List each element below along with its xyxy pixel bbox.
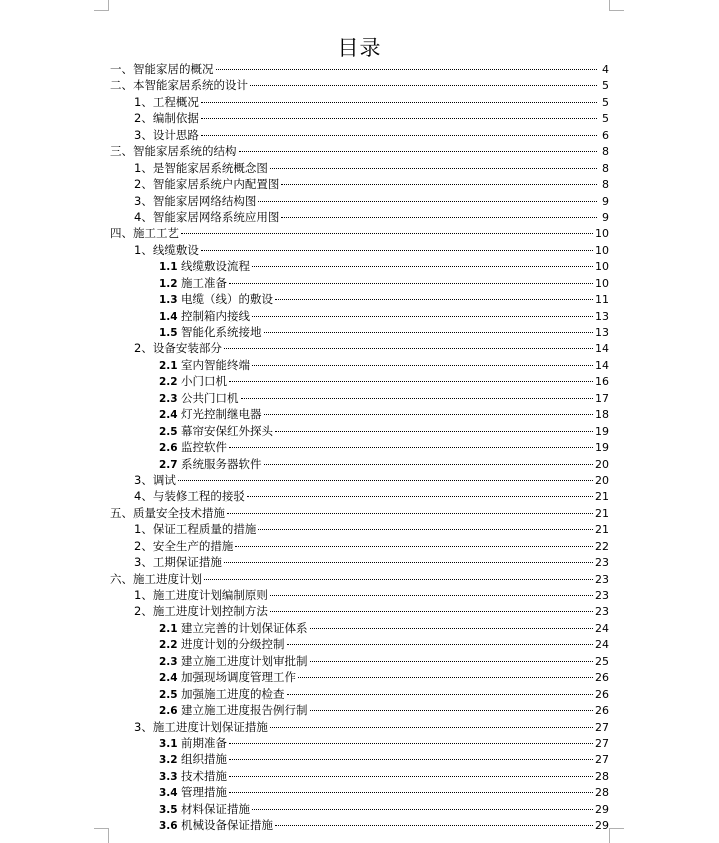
toc-entry-title: 编制依据: [152, 111, 199, 126]
dot-leader: [275, 431, 593, 432]
toc-entry[interactable]: [110, 390, 609, 406]
toc-entry[interactable]: [110, 653, 609, 669]
toc-entry-title: 组织措施: [181, 752, 227, 767]
toc-entry-title: 系统服务器软件: [181, 456, 262, 471]
toc-entry-page-number: 20: [595, 473, 609, 487]
dot-leader: [281, 217, 597, 218]
toc-entry-page-number: 18: [595, 408, 609, 422]
toc-entry[interactable]: [110, 291, 609, 307]
toc-entry-number: 1、: [134, 160, 153, 175]
toc-entry-page-number: 26: [595, 687, 609, 701]
toc-entry-number: 一、: [110, 62, 133, 76]
table-of-contents: [110, 61, 609, 834]
toc-entry[interactable]: [110, 636, 609, 652]
toc-entry-page-number: 5: [602, 79, 609, 93]
toc-entry-page-number: 21: [595, 490, 609, 504]
toc-entry-number: 2.3: [159, 392, 178, 405]
toc-entry[interactable]: [110, 77, 609, 93]
toc-entry-title: 建立施工进度计划审批制: [181, 653, 308, 668]
toc-entry[interactable]: [110, 488, 609, 504]
toc-entry-page-number: 23: [595, 605, 609, 619]
toc-entry-page-number: 29: [595, 819, 609, 833]
toc-entry-number: 2.6: [159, 705, 178, 718]
toc-entry[interactable]: [110, 406, 609, 422]
dot-leader: [229, 776, 593, 777]
toc-entry-page-number: 23: [595, 589, 609, 602]
toc-entry-title: 室内智能终端: [181, 357, 250, 372]
toc-entry-number: 四、: [110, 226, 133, 241]
toc-entry-page-number: 6: [602, 128, 609, 142]
page-corner-mark: [609, 0, 624, 11]
dot-leader: [235, 546, 593, 547]
toc-entry-title: 智能家居系统的结构: [133, 144, 237, 159]
toc-entry[interactable]: [110, 324, 609, 340]
toc-entry-title: 线缆敷设: [152, 242, 199, 257]
toc-entry[interactable]: [110, 603, 609, 619]
dot-leader: [229, 759, 593, 760]
toc-entry-number: 3.6: [159, 820, 178, 833]
toc-entry-title: 施工进度计划控制方法: [152, 604, 268, 619]
toc-entry-title: 施工进度计划: [133, 571, 202, 586]
toc-entry-title: 施工进度计划编制原则: [152, 588, 268, 602]
dot-leader: [270, 168, 597, 169]
toc-entry-title: 管理措施: [181, 785, 227, 800]
toc-entry[interactable]: [110, 439, 609, 455]
toc-entry[interactable]: [110, 521, 609, 537]
toc-entry-number: 1.1: [159, 261, 178, 274]
toc-entry-number: 三、: [110, 144, 133, 159]
toc-entry-page-number: 14: [595, 342, 609, 356]
toc-entry[interactable]: [110, 340, 609, 356]
toc-entry-title: 加强施工进度的检查: [181, 686, 285, 701]
toc-entry-page-number: 27: [595, 753, 609, 767]
toc-entry[interactable]: [110, 735, 609, 751]
dot-leader: [224, 562, 593, 563]
toc-entry-title: 监控软件: [181, 440, 227, 455]
toc-entry[interactable]: [110, 242, 609, 258]
toc-entry-number: 六、: [110, 571, 133, 586]
toc-entry-page-number: 8: [602, 145, 609, 159]
toc-entry-title: 灯光控制继电器: [181, 407, 262, 422]
toc-entry-number: 2.1: [159, 622, 178, 635]
page-title: 目录: [337, 36, 382, 60]
toc-entry-title: 安全生产的措施: [152, 538, 234, 553]
dot-leader: [287, 644, 594, 645]
dot-leader: [178, 480, 593, 481]
dot-leader: [281, 184, 597, 185]
toc-entry-title: 建立施工进度报告例行制: [181, 703, 308, 718]
toc-entry[interactable]: [110, 554, 609, 570]
toc-entry-title: 本智能家居系统的设计: [133, 78, 248, 93]
dot-leader: [201, 118, 597, 119]
dot-leader: [229, 381, 593, 382]
dot-leader: [224, 348, 593, 349]
toc-entry-number: 2.1: [159, 359, 178, 372]
toc-entry-number: 2.5: [159, 688, 178, 701]
page-corner-mark: [94, 828, 109, 843]
toc-entry[interactable]: [110, 373, 609, 389]
dot-leader: [252, 266, 593, 267]
toc-entry-number: 4、: [134, 209, 153, 224]
toc-entry-title: 小门口机: [181, 374, 227, 389]
dot-leader: [264, 464, 594, 465]
toc-entry-title: 工程概况: [152, 94, 199, 109]
dot-leader: [229, 447, 593, 448]
toc-entry-page-number: 17: [595, 391, 609, 405]
toc-entry-number: 2.4: [159, 672, 178, 685]
toc-entry-title: 智能家居的概况: [133, 62, 214, 76]
toc-entry[interactable]: [110, 801, 609, 817]
dot-leader: [247, 496, 593, 497]
toc-entry-page-number: 19: [595, 424, 609, 438]
toc-entry-number: 2.6: [159, 442, 178, 455]
toc-entry-page-number: 8: [602, 161, 609, 175]
toc-entry-number: 1、: [134, 94, 153, 109]
toc-entry-title: 建立完善的计划保证体系: [181, 620, 308, 635]
toc-entry-title: 施工工艺: [133, 226, 179, 241]
toc-entry-page-number: 21: [595, 506, 609, 520]
dot-leader: [310, 628, 594, 629]
toc-entry-title: 幕帘安保红外探头: [181, 423, 273, 438]
toc-entry-page-number: 14: [595, 358, 609, 372]
toc-entry-title: 智能家居网络结构图: [152, 193, 257, 208]
toc-entry[interactable]: [110, 751, 609, 767]
toc-entry[interactable]: [110, 768, 609, 784]
toc-entry[interactable]: [110, 308, 609, 324]
toc-entry-number: 2、: [134, 341, 153, 356]
toc-entry-number: 3、: [134, 127, 153, 142]
toc-entry[interactable]: [110, 275, 609, 291]
dot-leader: [264, 414, 594, 415]
toc-entry-title: 设计思路: [152, 127, 199, 142]
dot-leader: [252, 809, 593, 810]
toc-entry-page-number: 8: [602, 178, 609, 192]
toc-entry-number: 1.3: [159, 294, 178, 307]
toc-entry[interactable]: [110, 258, 609, 274]
dot-leader: [258, 201, 597, 202]
toc-entry-title: 加强现场调度管理工作: [181, 670, 296, 685]
toc-entry-page-number: 28: [595, 786, 609, 800]
toc-entry-number: 3.3: [159, 770, 178, 783]
toc-entry-number: 3.2: [159, 754, 178, 767]
toc-entry-title: 材料保证措施: [181, 801, 250, 816]
toc-entry[interactable]: [110, 127, 609, 143]
toc-entry-page-number: 5: [602, 95, 609, 109]
toc-entry-page-number: 23: [595, 556, 609, 570]
dot-leader: [264, 332, 594, 333]
toc-entry[interactable]: [110, 176, 609, 192]
toc-entry-number: 2.4: [159, 409, 178, 422]
toc-entry[interactable]: [110, 620, 609, 636]
toc-entry[interactable]: [110, 669, 609, 685]
toc-entry-number: 3.1: [159, 737, 178, 750]
toc-entry-number: 1.4: [159, 310, 178, 323]
dot-leader: [201, 135, 597, 136]
toc-entry-title: 技术措施: [181, 768, 227, 783]
toc-entry-number: 2.7: [159, 458, 178, 471]
toc-entry-number: 2.2: [159, 376, 178, 389]
toc-entry-number: 3、: [134, 555, 153, 570]
toc-entry-number: 3.4: [159, 787, 178, 800]
toc-entry[interactable]: [110, 143, 609, 159]
toc-entry[interactable]: [110, 61, 609, 77]
toc-entry-number: 2.5: [159, 425, 178, 438]
dot-leader: [270, 595, 593, 596]
toc-entry-page-number: 29: [595, 802, 609, 816]
dot-leader: [239, 151, 598, 152]
toc-entry-number: 二、: [110, 78, 133, 93]
toc-entry-title: 施工进度计划保证措施: [152, 719, 268, 734]
dot-leader: [298, 677, 593, 678]
toc-entry-page-number: 27: [595, 736, 609, 750]
toc-entry-page-number: 24: [595, 621, 609, 635]
dot-leader: [229, 283, 593, 284]
toc-entry[interactable]: [110, 719, 609, 735]
toc-entry[interactable]: [110, 160, 609, 176]
toc-entry[interactable]: [110, 193, 609, 209]
toc-entry-title: 电缆（线）的敷设: [181, 292, 273, 307]
toc-entry-page-number: 13: [595, 326, 609, 339]
dot-leader: [270, 727, 593, 728]
dot-leader: [201, 102, 597, 103]
toc-entry-page-number: 4: [602, 63, 609, 76]
toc-entry[interactable]: [110, 209, 609, 225]
toc-entry-title: 控制箱内接线: [181, 308, 250, 323]
page-corner-mark: [94, 0, 109, 11]
toc-entry-page-number: 10: [595, 243, 609, 257]
toc-entry[interactable]: [110, 686, 609, 702]
toc-entry-title: 工期保证措施: [152, 555, 222, 570]
toc-entry-page-number: 11: [595, 293, 609, 307]
dot-leader: [229, 743, 593, 744]
toc-entry-page-number: 19: [595, 441, 609, 455]
toc-entry-page-number: 21: [595, 523, 609, 537]
toc-entry-title: 施工准备: [181, 275, 227, 290]
toc-entry-title: 前期准备: [181, 735, 227, 750]
toc-entry[interactable]: [110, 423, 609, 439]
toc-entry-number: 3、: [134, 472, 153, 487]
toc-entry-page-number: 28: [595, 769, 609, 783]
dot-leader: [201, 250, 593, 251]
toc-entry-title: 与装修工程的接驳: [152, 489, 245, 504]
toc-entry-number: 2、: [134, 111, 153, 126]
toc-entry-number: 4、: [134, 489, 153, 504]
toc-entry-title: 设备安装部分: [152, 341, 222, 356]
toc-entry-page-number: 10: [595, 227, 609, 241]
dot-leader: [227, 513, 593, 514]
toc-entry-number: 2、: [134, 177, 153, 192]
toc-entry-number: 1、: [134, 242, 153, 257]
dot-leader: [270, 611, 593, 612]
toc-entry-page-number: 20: [595, 457, 609, 471]
toc-entry-title: 智能家居网络系统应用图: [152, 209, 280, 224]
toc-entry[interactable]: [110, 110, 609, 126]
dot-leader: [287, 694, 594, 695]
dot-leader: [275, 825, 593, 826]
toc-entry-page-number: 23: [595, 572, 609, 586]
toc-entry-page-number: 27: [595, 720, 609, 734]
dot-leader: [204, 579, 593, 580]
toc-entry-number: 3、: [134, 193, 153, 208]
dot-leader: [310, 661, 594, 662]
toc-entry[interactable]: [110, 225, 609, 241]
dot-leader: [258, 529, 593, 530]
dot-leader: [275, 299, 593, 300]
toc-entry[interactable]: [110, 587, 609, 603]
page-corner-mark: [609, 828, 624, 843]
toc-entry[interactable]: [110, 538, 609, 554]
toc-entry[interactable]: [110, 817, 609, 833]
toc-entry-title: 调试: [152, 472, 176, 487]
toc-entry-title: 进度计划的分级控制: [181, 637, 285, 652]
toc-entry[interactable]: [110, 784, 609, 800]
dot-leader: [252, 365, 593, 366]
toc-entry-title: 机械设备保证措施: [181, 818, 273, 833]
toc-entry[interactable]: [110, 571, 609, 587]
toc-entry-page-number: 10: [595, 276, 609, 290]
toc-entry[interactable]: [110, 702, 609, 718]
toc-entry[interactable]: [110, 505, 609, 521]
toc-entry-title: 智能家居系统户内配置图: [152, 177, 280, 192]
toc-entry-number: 1、: [134, 588, 153, 602]
toc-entry-page-number: 26: [595, 704, 609, 718]
toc-entry-page-number: 16: [595, 375, 609, 389]
dot-leader: [216, 69, 598, 70]
toc-entry-page-number: 10: [595, 260, 609, 274]
toc-entry-number: 五、: [110, 505, 133, 520]
toc-entry-number: 2、: [134, 604, 153, 619]
toc-entry[interactable]: [110, 357, 609, 373]
toc-entry-title: 质量安全技术措施: [133, 505, 225, 520]
toc-entry-number: 1.5: [159, 327, 178, 339]
toc-entry-number: 2.2: [159, 639, 178, 652]
toc-entry-page-number: 25: [595, 654, 609, 668]
toc-entry-title: 智能化系统接地: [181, 325, 262, 339]
toc-entry-page-number: 5: [602, 112, 609, 126]
toc-entry-number: 1、: [134, 522, 153, 537]
toc-entry-title: 是智能家居系统概念图: [152, 160, 268, 175]
toc-entry-page-number: 22: [595, 539, 609, 553]
toc-entry-page-number: 9: [602, 194, 609, 208]
toc-entry-title: 保证工程质量的措施: [152, 522, 257, 537]
toc-entry[interactable]: [110, 94, 609, 110]
toc-entry-title: 线缆敷设流程: [181, 259, 250, 274]
toc-entry-number: 1.2: [159, 277, 178, 290]
dot-leader: [229, 792, 593, 793]
toc-entry-page-number: 26: [595, 671, 609, 685]
dot-leader: [252, 316, 593, 317]
dot-leader: [181, 233, 593, 234]
toc-entry[interactable]: [110, 472, 609, 488]
toc-entry[interactable]: [110, 456, 609, 472]
dot-leader: [250, 85, 597, 86]
toc-entry-page-number: 13: [595, 309, 609, 323]
dot-leader: [310, 710, 594, 711]
toc-entry-page-number: 24: [595, 638, 609, 652]
toc-entry-page-number: 9: [602, 210, 609, 224]
toc-entry-number: 3、: [134, 719, 153, 734]
dot-leader: [241, 398, 594, 399]
toc-entry-number: 2.3: [159, 655, 178, 668]
toc-entry-title: 公共门口机: [181, 390, 239, 405]
toc-entry-number: 3.5: [159, 803, 178, 816]
toc-entry-number: 2、: [134, 538, 153, 553]
